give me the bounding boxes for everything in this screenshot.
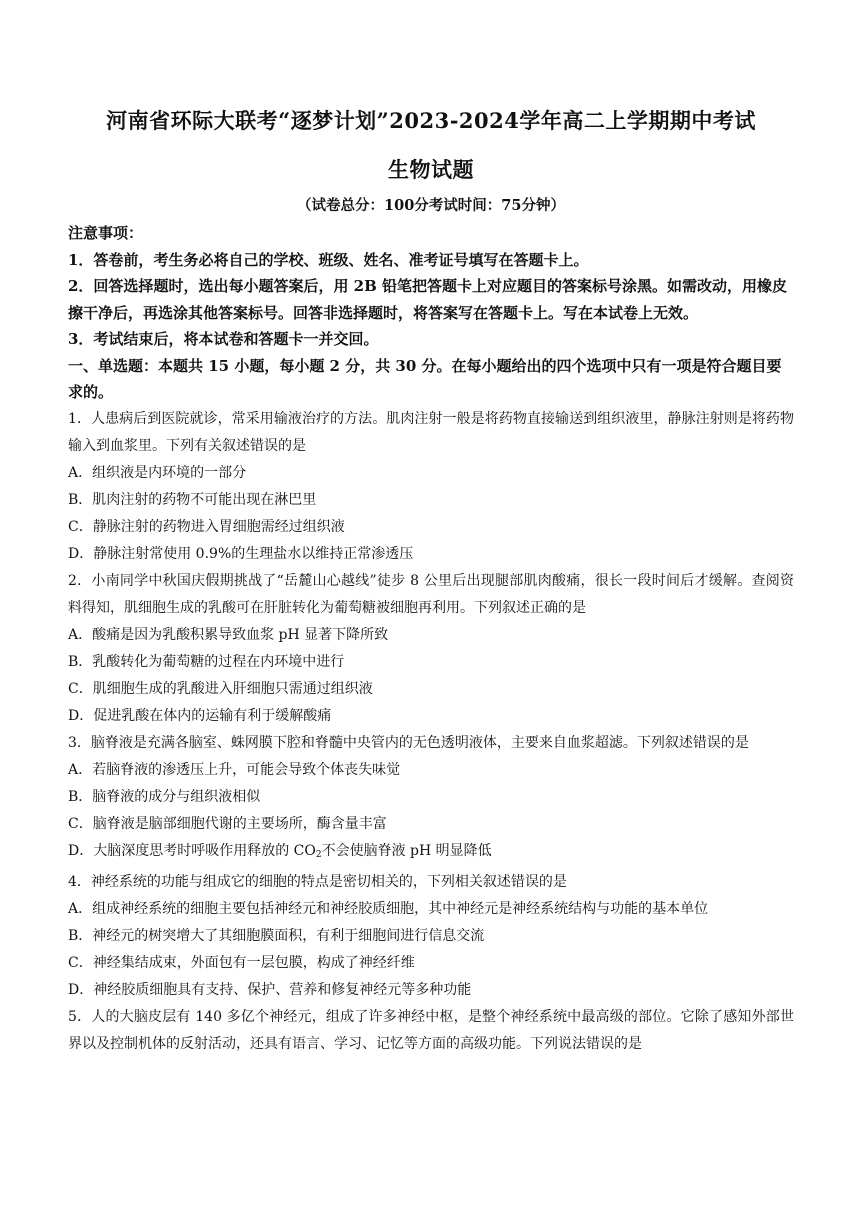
question-1-option-c: C．静脉注射的药物进入胃细胞需经过组织液 — [68, 518, 345, 535]
question-4-option-a: A．组成神经系统的细胞主要包括神经元和神经胶质细胞，其中神经元是神经系统结构与功能的基本单位 — [68, 900, 709, 917]
question-3-option-d — [68, 838, 794, 869]
exam-info: （试卷总分：100分考试时间：75分钟） — [297, 197, 565, 214]
question-2-stem: 2．小南同学中秋国庆假期挑战了“岳麓山心越线”徒步 8 公里后出现腿部肌肉酸痛，很长一段时间后才缓解。查阅资料得知，肌细胞生成的乳酸可在肝脏转化为葡萄糖被细胞再利用。下列叙述正确的是 — [68, 572, 794, 616]
question-3-option-d-text-after: 不会使脑脊液 pH 明显降低 — [321, 842, 492, 859]
question-1-option-a: A．组织液是内环境的一部分 — [68, 464, 247, 481]
note-item-3: 3．考试结束后，将本试卷和答题卡一并交回。 — [68, 330, 379, 348]
question-2-option-c: C．肌细胞生成的乳酸进入肝细胞只需通过组织液 — [68, 680, 373, 697]
exam-title-line2: 生物试题 — [388, 157, 474, 182]
note-item-2: 2．回答选择题时，选出每小题答案后，用 2B 铅笔把答题卡上对应题目的答案标号涂黑。如需改动，用橡皮擦干净后，再选涂其他答案标号。回答非选择题时，将答案写在答题卡上。写在本试卷上无效。 — [68, 277, 788, 322]
question-3-option-d-text-before: D．大脑深度思考时呼吸作用释放的 CO — [68, 842, 316, 859]
note-item-1: 1．答卷前，考生务必将自己的学校、班级、姓名、准考证号填写在答题卡上。 — [68, 250, 589, 269]
exam-page — [68, 96, 794, 1058]
question-3-option-c: C．脑脊液是脑部细胞代谢的主要场所，酶含量丰富 — [68, 815, 387, 832]
question-4-option-b: B．神经元的树突增大了其细胞膜面积，有利于细胞间进行信息交流 — [68, 927, 485, 944]
question-4-option-d: D．神经胶质细胞具有支持、保护、营养和修复神经元等多种功能 — [68, 981, 472, 998]
question-2-option-a: A．酸痛是因为乳酸积累导致血浆 pH 显著下降所致 — [68, 626, 389, 643]
co2-subscript: 2 — [315, 849, 322, 860]
question-3-option-b: B．脑脊液的成分与组织液相似 — [68, 788, 261, 805]
question-2-option-d: D．促进乳酸在体内的运输有利于缓解酸痛 — [68, 707, 332, 724]
question-5-stem: 5．人的大脑皮层有 140 多亿个神经元，组成了许多神经中枢，是整个神经系统中最高级的部位。它除了感知外部世界以及控制机体的反射活动，还具有语言、学习、记忆等方面的高级功能。下列说法错误的是 — [68, 1008, 794, 1052]
question-1-stem: 1．人患病后到医院就诊，常采用输液治疗的方法。肌肉注射一般是将药物直接输送到组织液里，静脉注射则是将药物输入到血浆里。下列有关叙述错误的是 — [68, 410, 794, 454]
question-2-option-b: B．乳酸转化为葡萄糖的过程在内环境中进行 — [68, 653, 345, 670]
question-1-option-d: D．静脉注射常使用 0.9%的生理盐水以维持正常渗透压 — [68, 545, 414, 562]
exam-title-line1: 河南省环际大联考“逐梦计划”2023-2024学年高二上学期期中考试 — [106, 108, 756, 133]
question-3-stem: 3．脑脊液是充满各脑室、蛛网膜下腔和脊髓中央管内的无色透明液体，主要来自血浆超滤。下列叙述错误的是 — [68, 734, 749, 751]
notes-heading: 注意事项： — [68, 224, 144, 242]
section-heading: 一、单选题：本题共 15 小题，每小题 2 分，共 30 分。在每小题给出的四个选项中只有一项是符合题目要求的。 — [68, 356, 782, 401]
question-1-option-b: B．肌肉注射的药物不可能出现在淋巴里 — [68, 491, 317, 508]
question-3-option-a: A．若脑脊液的渗透压上升，可能会导致个体丧失味觉 — [68, 761, 401, 778]
question-4-option-c: C．神经集结成束，外面包有一层包膜，构成了神经纤维 — [68, 954, 415, 971]
question-4-stem: 4．神经系统的功能与组成它的细胞的特点是密切相关的，下列相关叙述错误的是 — [68, 873, 567, 890]
